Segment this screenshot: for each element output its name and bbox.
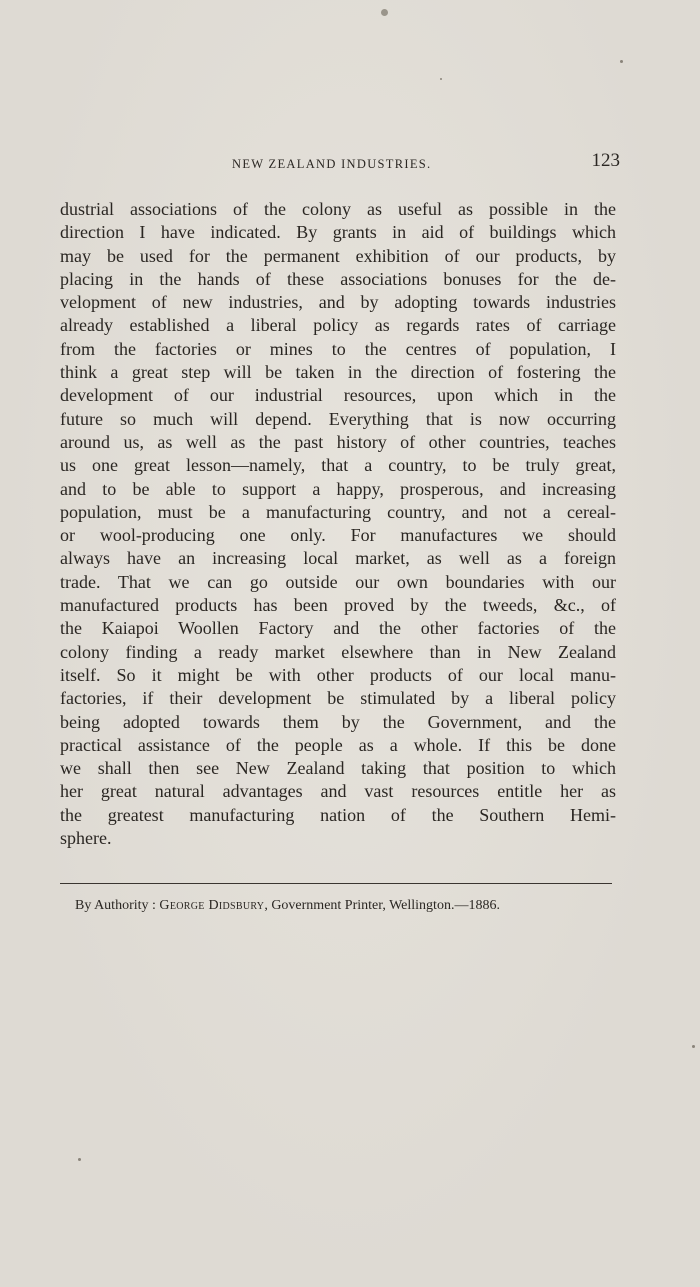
text-line: placing in the hands of these associations bonuses for the de- <box>60 268 616 289</box>
text-line: direction I have indicated. By grants in aid of buildings which <box>60 222 616 243</box>
imprint-suffix: , Government Printer, Wellington.—1886. <box>264 898 500 913</box>
running-head: NEW ZEALAND INDUSTRIES. <box>232 157 432 171</box>
text-line: itself. So it might be with other products of our local manu- <box>60 664 616 685</box>
paper-speck-mid <box>440 78 442 80</box>
text-line: trade. That we can go outside our own boundaries with our <box>60 571 616 592</box>
printer-imprint <box>75 898 615 914</box>
body-paragraph <box>60 198 616 850</box>
text-line: and to be able to support a happy, prosperous, and increasing <box>60 478 616 499</box>
text-line-last: sphere. <box>60 828 112 849</box>
text-line: development of our industrial resources, upon which in the <box>60 385 616 406</box>
text-line: we shall then see New Zealand taking that position to which <box>60 758 616 779</box>
text-line: around us, as well as the past history of other countries, teaches <box>60 431 616 452</box>
text-line: being adopted towards them by the Government, and the <box>60 711 616 732</box>
paper-speck-top <box>381 9 388 16</box>
text-line: already established a liberal policy as regards rates of carriage <box>60 315 616 336</box>
imprint-prefix: By Authority : <box>75 898 160 913</box>
text-line: always have an increasing local market, as well as a foreign <box>60 548 616 569</box>
text-line: colony finding a ready market elsewhere than in New Zealand <box>60 641 616 662</box>
text-line: manufactured products has been proved by the tweeds, &c., of <box>60 595 616 616</box>
text-line: future so much will depend. Everything that is now occurring <box>60 408 616 429</box>
text-line: her great natural advantages and vast resources entitle her as <box>60 781 616 802</box>
imprint-printer-name: George Didsbury <box>159 898 265 913</box>
paper-speck-right <box>620 60 623 63</box>
text-line: or wool-producing one only. For manufactures we should <box>60 525 616 546</box>
text-line: population, must be a manufacturing country, and not a cereal- <box>60 501 616 522</box>
paper-speck-lower-right <box>692 1045 695 1048</box>
text-line: think a great step will be taken in the direction of fostering the <box>60 362 616 383</box>
page-number: 123 <box>591 150 620 171</box>
page-header <box>60 150 620 174</box>
text-line: us one great lesson—namely, that a country, to be truly great, <box>60 455 616 476</box>
text-line: the Kaiapoi Woollen Factory and the other factories of the <box>60 618 616 639</box>
text-line: may be used for the permanent exhibition of our products, by <box>60 245 616 266</box>
footer-rule <box>60 883 612 884</box>
text-line: practical assistance of the people as a whole. If this be done <box>60 734 616 755</box>
text-line: dustrial associations of the colony as useful as possible in the <box>60 199 616 219</box>
text-line: the greatest manufacturing nation of the Southern Hemi- <box>60 804 616 825</box>
paper-speck-lower-left <box>78 1158 81 1161</box>
text-line: from the factories or mines to the centres of population, I <box>60 338 616 359</box>
text-line: factories, if their development be stimulated by a liberal policy <box>60 688 616 709</box>
text-line: velopment of new industries, and by adopting towards industries <box>60 292 616 313</box>
